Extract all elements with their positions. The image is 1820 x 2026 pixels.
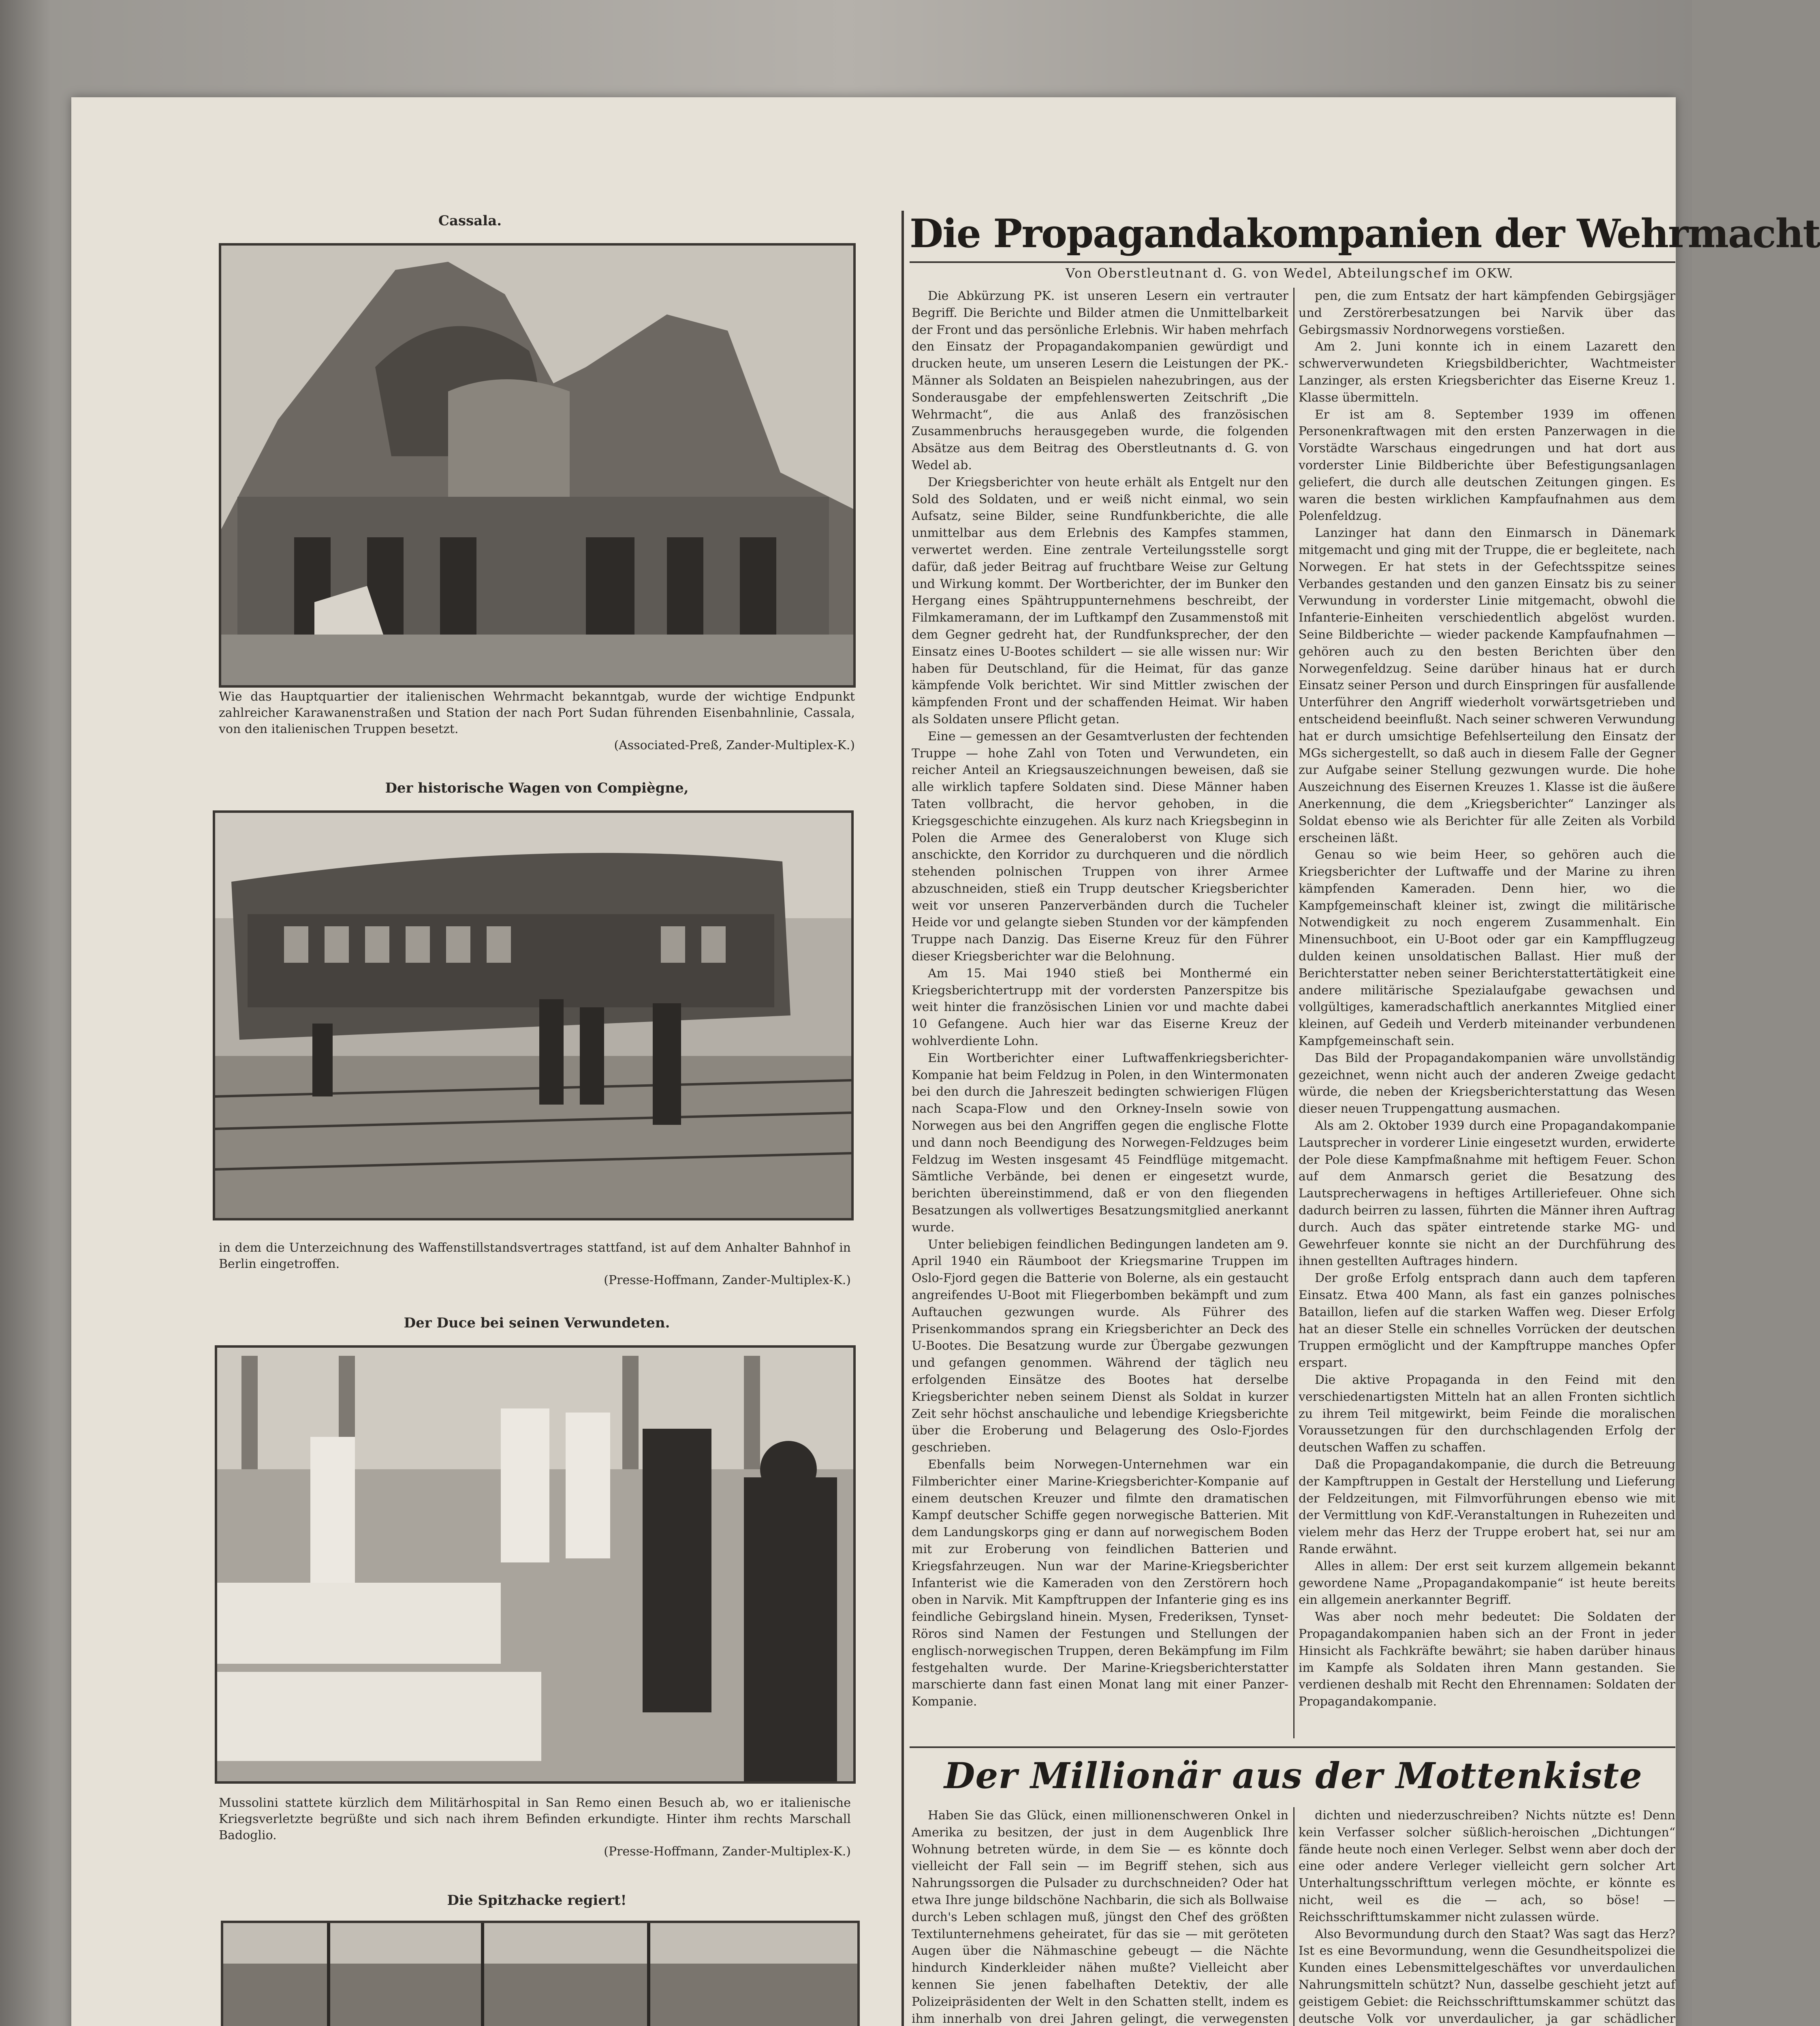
article-headline-millionaer: Der Millionär aus der Mottenkiste: [944, 1755, 1643, 1797]
paragraph: Der große Erfolg entsprach dann auch dem tapferen Einsatz. Etwa 400 Mann, als fast ein ganzes polnisches Bataillon, liefen auf die starken Waffen weg. Dieser Erfolg hat an dieser Stelle ein schnelles Vorrücken der deutschen Truppen ermöglicht und der Kampftruppe manches Opfer erspart.: [1299, 1271, 1675, 1370]
paragraph: Lanzinger hat dann den Einmarsch in Dänemark mitgemacht und ging mit der Truppe, die er begleitete, nach Norwegen. Er hat stets in der Gefechtsspitze seines Verbandes gestanden und den ganzen Einsatz bis zu seiner Verwundung in vorderster Linie mitgemacht, obwohl die Infanterie-Einheiten verschiedentlich abgelöst wurden. Seine Bildberichte — wieder packende Kampfaufnahmen — gehören auch zu den besten Berichten über den Norwegenfeldzug. Seine darüber hinaus hat er durch Einsatz seiner Person und durch Einspringen für ausfallende Unterführer den Angriff wiederholt vorwärtsgetrieben und entscheidend beeinflußt. Nach seiner schweren Verwundung hat er durch umsichtige Befehlserteilung den Einsatz der MGs sichergestellt, so daß auch in diesem Falle der Gegner zur Aufgabe seiner Stellung gezwungen wurde. Die hohe Auszeichnung des Eisernen Kreuzes 1. Klasse ist die äußere Anerkennung, die dem „Kriegsberichter“ Lanzinger als Soldat ebenso wie als Berichter für alle Zeiten als Vorbild erscheinen läßt.: [1299, 526, 1675, 845]
photo-title-spitzhacke: Die Spitzhacke regiert!: [447, 1892, 627, 1908]
paragraph: dichten und niederzuschreiben? Nichts nützte es! Denn kein Verfasser solcher süßlich-heroischen „Dichtungen“ fände heute noch einen Verleger. Selbst wenn aber doch der eine oder andere Verleger vielleicht gern solcher Art Unterhaltungsschrifttum verlegen möchte, er könnte es nicht, weil es die — ach, so böse! — Reichsschrifttumskammer nicht zulassen würde.: [1299, 1808, 1675, 1924]
photo-caption-duce: [219, 1795, 851, 1860]
photo-caption-compiegne: [219, 1240, 851, 1289]
photo-title-compiegne: Der historische Wagen von Compiègne,: [385, 780, 689, 796]
paragraph: Genau so wie beim Heer, so gehören auch die Kriegsberichter der Luftwaffe und der Marine zu ihren kämpfenden Kameraden. Denn hier, wo die Kampfgemeinschaft kleiner ist, zwingt die militärische Notwendigkeit zu noch engerem Zusammenhalt. Ein Minensuchboot, ein U-Boot oder gar ein Kampfflugzeug dulden keinen unsoldatischen Ballast. Hier muß der Berichterstatter neben seiner Berichterstattertätigkeit eine andere militärische Spezialaufgabe gewachsen und vollgültiges, kameradschaftlich anerkanntes Mitglied einer kleinen, auf Gedeih und Verderb miteinander verbundenen Kampfgemeinschaft sein.: [1299, 848, 1675, 1049]
paragraph: Die aktive Propaganda in den Feind mit den verschiedenartigsten Mitteln hat an allen Fronten sichtlich zu ihrem Teil mitgewirkt, beim Feinde die moralischen Voraussetzungen für den durchschlagenden Erfolg der deutschen Waffen zu schaffen.: [1299, 1373, 1675, 1455]
article1-column-2: [1299, 288, 1675, 1738]
photo-compiegne: [213, 810, 854, 1220]
article1-column-1: [912, 288, 1288, 1738]
photo-credit: (Presse-Hoffmann, Zander-Multiplex-K.): [604, 1273, 851, 1287]
paragraph: Was aber noch mehr bedeutet: Die Soldaten der Propagandakompanien haben sich an der Front in jeder Hinsicht als Fachkräfte bewährt; sie haben darüber hinaus im Kampfe als Soldaten ihren Mann gestanden. Sie verdienen deshalb mit Recht den Ehrennamen: Soldaten der Propagandakompanie.: [1299, 1610, 1675, 1709]
paragraph: Das Bild der Propagandakompanien wäre unvollständig gezeichnet, wenn nicht auch der anderen Zweige gedacht würde, die neben der Kriegsberichterstattung das Wesen dieser neuen Truppengattung ausmachen.: [1299, 1051, 1675, 1116]
column-rule: [1293, 288, 1295, 1738]
photo-duce: [215, 1345, 856, 1784]
photo-cassala: [219, 243, 856, 688]
caption-text: Wie das Hauptquartier der italienischen Wehrmacht bekanntgab, wurde der wichtige Endpunkt zahlreicher Karawanenstraßen und Station der nach Port Sudan führenden Eisenbahnlinie, Cassala, von den italienischen Truppen besetzt.: [219, 690, 855, 736]
column-rule: [1293, 1807, 1295, 2026]
paragraph: Er ist am 8. September 1939 im offenen Personenkraftwagen mit den ersten Panzerwagen in die Vorstädte Warschaus eingedrungen und hat dort aus vorderster Linie Bildberichte über Befestigungsanlagen geliefert, die durch alle deutschen Zeitungen gingen. Es waren die besten wirklichen Kampfaufnahmen aus dem Polenfeldzug.: [1299, 407, 1675, 524]
article2-column-1: [912, 1807, 1288, 2026]
paragraph: Unter beliebigen feindlichen Bedingungen landeten am 9. April 1940 ein Räumboot der Kriegsmarine Truppen im Oslo-Fjord gegen die Batterie von Bolerne, als ein gestaucht angreifendes U-Boot mit Fliegerbomben bekämpft und zum Auftauchen gezwungen wurde. Als Führer des Prisenkommandos sprang ein Kriegsberichter an Deck des U-Bootes. Die Besatzung wurde zur Übergabe gezwungen und gefangen genommen. Während der täglich neu erfolgenden Einsätze des Bootes hat derselbe Kriegsberichter neben seinem Dienst als Soldat in kurzer Zeit sehr höchst anschauliche und lebendige Kriegsberichte über die Eroberung und Belagerung des Oslo-Fjordes geschrieben.: [912, 1237, 1288, 1455]
article-headline-propagandakompanien: Die Propagandakompanien der Wehrmacht: [910, 211, 1820, 256]
column-divider: [901, 211, 904, 2026]
photo-credit: (Associated-Preß, Zander-Multiplex-K.): [614, 738, 855, 752]
paragraph: Daß die Propagandakompanie, die durch die Betreuung der Kampftruppen in Gestalt der Herstellung und Lieferung der Feldzeitungen, mit Filmvorführungen ebenso wie mit der Vermittlung von KdF.-Veranstaltungen in Ruhezeiten und vielem mehr das Herz der Truppe erobert hat, sei nur am Rande erwähnt.: [1299, 1457, 1675, 1556]
paragraph: Also Bevormundung durch den Staat? Was sagt das Herz? Ist es eine Bevormundung, wenn die Gesundheitspolizei die Kunden eines Lebensmittelgeschäftes vor unverdaulichen Nahrungsmitteln schützt? Nun, dasselbe geschieht jetzt auf geistigem Gebiet: die Reichsschrifttumskammer schützt das deutsche Volk vor unverdaulicher, ja gar schädlicher: [1299, 1927, 1675, 2026]
paragraph: Eine — gemessen an der Gesamtverlusten der fechtenden Truppe — hohe Zahl von Toten und Verwundeten, ein reicher Anteil an Kriegsauszeichnungen beweisen, daß sie alle wirklich tapfere Soldaten sind. Diese Männer haben Taten vollbracht, die hervor gehoben, in die Kriegsgeschichte einzugehen. Als kurz nach Kriegsbeginn in Polen die Armee des Generaloberst von Kluge sich anschickte, den Korridor zu durchqueren und die nördlich stehenden polnischen Truppen von ihrer Armee abzuschneiden, stieß ein Trupp deutscher Kriegsberichter weit vor unseren Panzerverbänden durch die Tucheler Heide vor und gelangte sieben Stunden vor der kämpfenden Truppe nach Danzig. Das Eiserne Kreuz für den Führer dieser Kriegsberichter war die Belohnung.: [912, 729, 1288, 964]
article-byline: Von Oberstleutnant d. G. von Wedel, Abteilungschef im OKW.: [1066, 265, 1514, 281]
paragraph: Ebenfalls beim Norwegen-Unternehmen war ein Filmberichter einer Marine-Kriegsberichter-Kompanie auf einem deutschen Kreuzer und filmte den dramatischen Kampf deutscher Schiffe gegen norwegische Batterien. Mit dem Landungskorps ging er dann auf norwegischem Boden mit zur Eroberung von feindlichen Batterien und Kriegsfahrzeugen. Nun war der Marine-Kriegsberichter Infanterist wie die Kameraden von den Zerstörern hoch oben in Narvik. Mit Kampftruppen der Infanterie ging es ins feindliche Gebirgsland hinein. Mysen, Frederiksen, Tynset-Röros sind Namen der Festungen und Stellungen der englisch-norwegischen Truppen, deren Bekämpfung im Film festgehalten wurde. Der Marine-Kriegsberichterstatter marschierte dann fast einen Monat lang mit einer Panzer-Kompanie.: [912, 1457, 1288, 1709]
caption-text: Mussolini stattete kürzlich dem Militärhospital in San Remo einen Besuch ab, wo er italienische Kriegsverletzte begrüßte und sich nach ihrem Befinden erkundigte. Hinter ihm rechts Marschall Badoglio.: [219, 1796, 851, 1842]
paragraph: Am 2. Juni konnte ich in einem Lazarett den schwerverwundeten Kriegsbildberichter, Wachtmeister Lanzinger, als ersten Kriegsberichter das Eiserne Kreuz 1. Klasse übermitteln.: [1299, 340, 1675, 405]
article-separator: [910, 1746, 1675, 1748]
photo-title-duce: Der Duce bei seinen Verwundeten.: [404, 1315, 670, 1331]
paragraph: Die Abkürzung PK. ist unseren Lesern ein vertrauter Begriff. Die Berichte und Bilder atmen die Unmittelbarkeit der Front und das persönliche Erlebnis. Wir haben mehrfach den Einsatz der Propagandakompanien gewürdigt und drucken heute, um unseren Lesern die Leistungen der PK.-Männer als Soldaten an Beispielen nahezubringen, aus der Sonderausgabe der empfehlenswerten Zeitschrift „Die Wehrmacht“, die aus Anlaß des französischen Zusammenbruchs herausgegeben wurde, die folgenden Absätze aus dem Beitrag des Oberstleutnants d. G. von Wedel ab.: [912, 289, 1288, 472]
photo-credit: (Presse-Hoffmann, Zander-Multiplex-K.): [604, 1844, 851, 1859]
photo-spitzhacke: [221, 1921, 860, 2026]
paragraph: Als am 2. Oktober 1939 durch eine Propagandakompanie Lautsprecher in vorderer Linie eingesetzt wurden, erwiderte der Pole diese Kampfmaßnahme mit heftigem Feuer. Schon auf dem Anmarsch geriet die Besatzung des Lautsprecherwagens in heftiges Artilleriefeuer. Ohne sich dadurch beirren zu lassen, führten die Männer ihren Auftrag durch. Auch das später eintretende starke MG- und Gewehrfeuer konnte sie nicht an der Durchführung des ihnen gestellten Auftrages hindern.: [1299, 1119, 1675, 1269]
caption-text: in dem die Unterzeichnung des Waffenstillstandsvertrages stattfand, ist auf dem Anhalter Bahnhof in Berlin eingetroffen.: [219, 1241, 851, 1271]
paragraph: Ein Wortberichter einer Luftwaffenkriegsberichter-Kompanie hat beim Feldzug in Polen, in den Wintermonaten bei den durch die Jahreszeit bedingten schwierigen Flügen nach Scapa-Flow und den Orkney-Inseln sowie von Norwegen aus bei den Angriffen gegen die englische Flotte und dann noch Beendigung des Norwegen-Feldzuges beim Feldzug im Westen insgesamt 45 Feindflüge mitgemacht. Sämtliche Verbände, bei denen er eingesetzt wurde, berichten übereinstimmend, daß er von den fliegenden Besatzungen als vollwertiges Besatzungsmitglied anerkannt wurde.: [912, 1051, 1288, 1235]
article2-column-2: [1299, 1807, 1675, 2026]
photo-caption-cassala: [219, 689, 855, 754]
headline-rule: [910, 261, 1675, 263]
paragraph: Haben Sie das Glück, einen millionenschweren Onkel in Amerika zu besitzen, der just in dem Augenblick Ihre Wohnung betreten würde, in dem Sie — es könnte doch vielleicht der Fall sein — im Begriff stehen, sich aus Nahrungssorgen die Pulsader zu durchschneiden? Oder hat etwa Ihre junge bildschöne Nachbarin, die sich als Bollwaise durch's Leben schlagen muß, jüngst den Chef des größten Textilunternehmens geheiratet, für das sie — mit geröteten Augen über die Nähmaschine gebeugt — die Nächte hindurch Kinderkleider nähen mußte? Vielleicht aber kennen Sie jenen fabelhaften Detektiv, der alle Polizeipräsidenten der Welt in den Schatten stellt, indem es ihm innerhalb von drei Jahren gelingt, die verwegensten: [912, 1808, 1288, 2026]
paragraph: pen, die zum Entsatz der hart kämpfenden Gebirgsjäger und Zerstörerbesatzungen bei Narvik über das Gebirgsmassiv Nordnorwegens vorstießen.: [1299, 289, 1675, 337]
paragraph: Der Kriegsberichter von heute erhält als Entgelt nur den Sold des Soldaten, und er weiß nicht einmal, wo sein Aufsatz, seine Bilder, seine Rundfunkberichte, die alle unmittelbar aus dem Erlebnis des Kampfes stammen, verwertet werden. Eine zentrale Verteilungsstelle sorgt dafür, daß jeder Beitrag auf fruchtbare Weise zur Geltung und Wirkung kommt. Der Wortberichter, der im Bunker den Hergang eines Spähtruppunternehmens beschreibt, der Filmkameramann, der im Luftkampf den Zusammenstoß mit dem Gegner gedreht hat, der Rundfunksprecher, der den Einsatz eines U-Bootes schildert — sie alle wissen nur: Wir haben für Deutschland, für die Heimat, für das ganze kämpfende Volk berichtet. Wir sind Mittler zwischen der kämpfenden Front und der schaffenden Heimat. Wir haben als Soldaten unsere Pflicht getan.: [912, 475, 1288, 727]
paragraph: Alles in allem: Der erst seit kurzem allgemein bekannt gewordene Name „Propagandakompanie“ ist heute bereits ein allgemein anerkannter Begriff.: [1299, 1559, 1675, 1607]
photo-title-cassala: Cassala.: [438, 213, 502, 229]
paragraph: Am 15. Mai 1940 stieß bei Monthermé ein Kriegsberichtertrupp mit der vordersten Panzerspitze bis weit hinter die französischen Linien vor und machte dabei 10 Gefangene. Auch hier war das Eiserne Kreuz der wohlverdiente Lohn.: [912, 966, 1288, 1049]
